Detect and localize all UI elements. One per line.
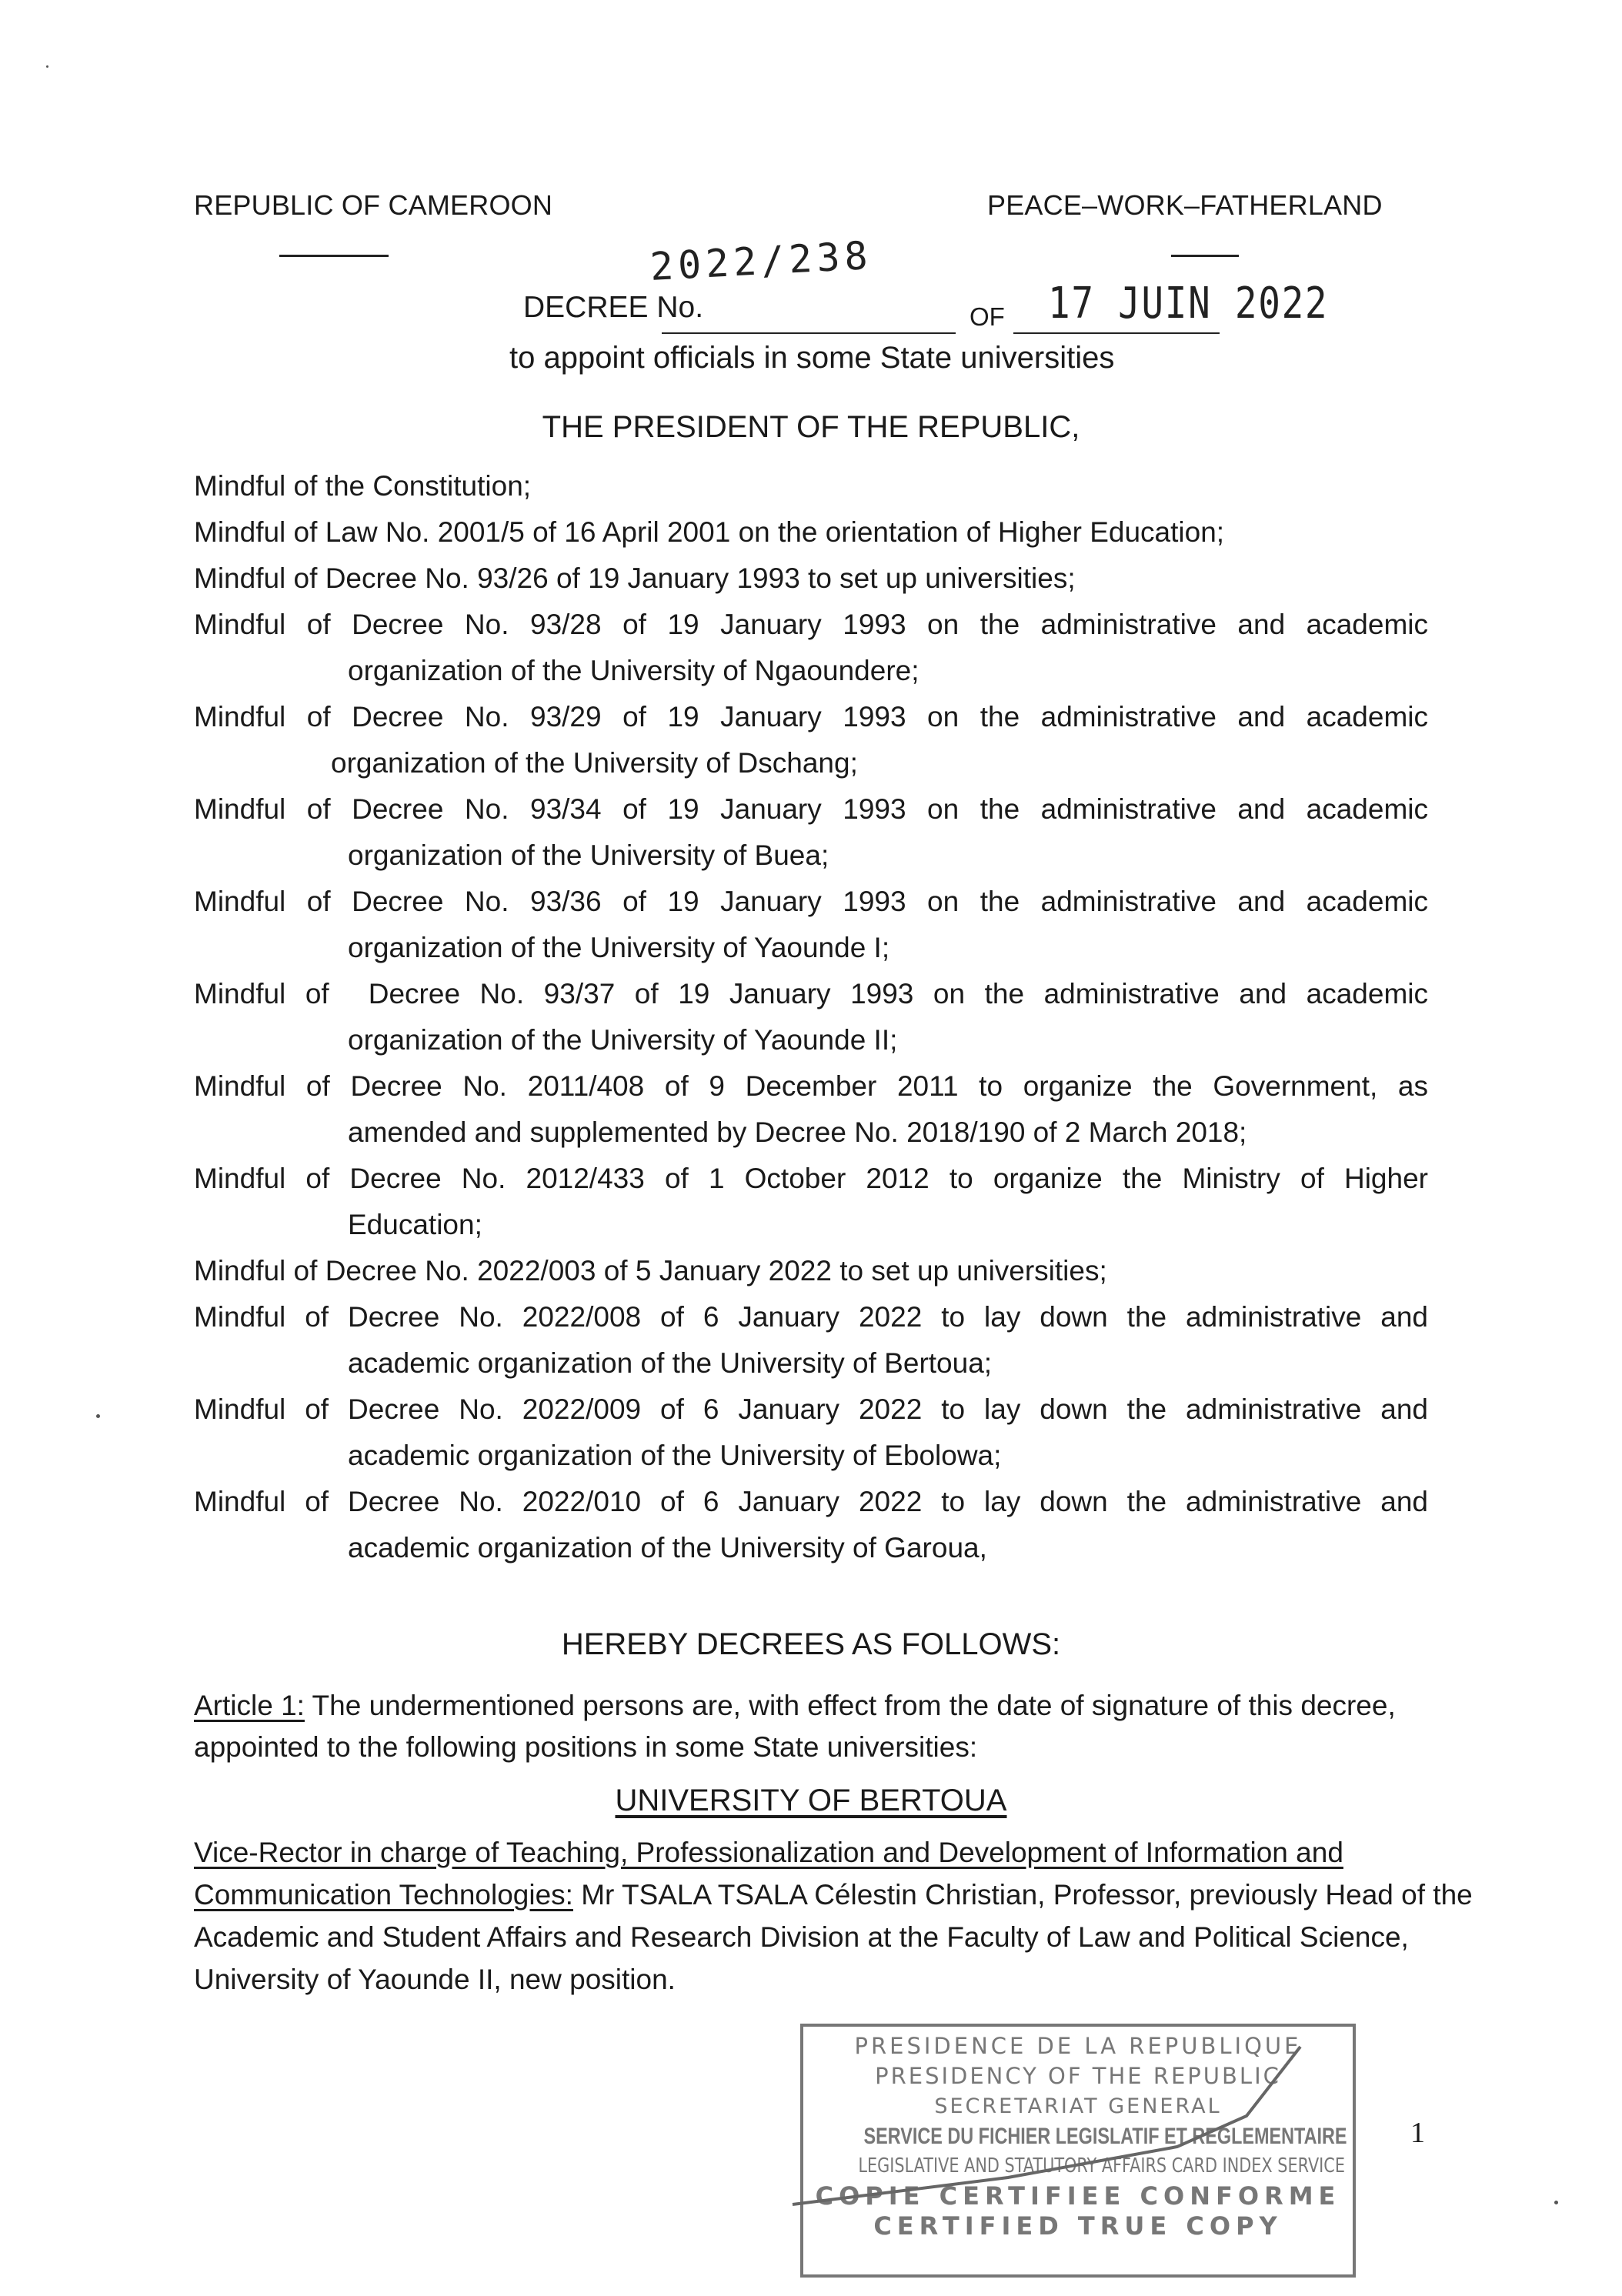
- decree-label: DECREE No.: [523, 291, 704, 324]
- president-heading: THE PRESIDENT OF THE REPUBLIC,: [542, 410, 1080, 444]
- mindful-item: [194, 463, 1428, 509]
- header-left: REPUBLIC OF CAMEROON: [194, 189, 553, 221]
- signature-path: [793, 2047, 1347, 2204]
- mindful-line: Mindful of Decree No. 2022/008 of 6 January 2022 to lay down the administrative and: [194, 1301, 1428, 1333]
- article-1-label: Article 1:: [194, 1690, 305, 1721]
- mindful-item: [194, 1248, 1428, 1294]
- mindful-line: Mindful of Decree No. 2011/408 of 9 December 2011 to organize the Government, as: [194, 1070, 1428, 1102]
- mindful-continuation: Education;: [348, 1209, 482, 1240]
- mindful-line: Mindful of Decree No. 2022/003 of 5 January 2022 to set up universities;: [194, 1255, 1107, 1286]
- mindful-item: [194, 971, 1428, 1063]
- mindful-continuation: organization of the University of Dschang;: [331, 747, 858, 779]
- mindful-continuation: academic organization of the University of Ebolowa;: [348, 1440, 1002, 1471]
- page-number: 1: [1410, 2117, 1425, 2149]
- mindful-item: [194, 509, 1428, 556]
- mindful-list: [194, 463, 1428, 1571]
- mindful-line: Mindful of Decree No. 93/36 of 19 January 1993 on the administrative and academic: [194, 886, 1428, 917]
- mindful-line: Mindful of Decree No. 2022/009 of 6 January 2022 to lay down the administrative and: [194, 1393, 1428, 1425]
- mindful-line: Mindful of Decree No. 93/28 of 19 January 1993 on the administrative and academic: [194, 609, 1428, 640]
- mindful-line: Mindful of Decree No. 93/29 of 19 January 1993 on the administrative and academic: [194, 701, 1428, 733]
- article-1-text: The undermentioned persons are, with effect from the date of signature of this decree, appointed to the following positions in some State universities:: [194, 1690, 1396, 1763]
- article-1: [194, 1685, 1490, 1768]
- scan-speck: [96, 1414, 100, 1418]
- scan-speck: [46, 65, 48, 68]
- mindful-item: [194, 556, 1428, 602]
- mindful-item: [194, 694, 1428, 786]
- mindful-line: Mindful of Decree No. 2012/433 of 1 October 2012 to organize the Ministry of Higher: [194, 1163, 1428, 1194]
- stamp-signature-stroke: [777, 2031, 1347, 2208]
- mindful-continuation: organization of the University of Yaounde I;: [348, 932, 890, 963]
- mindful-item: [194, 602, 1428, 694]
- mindful-line: Mindful of Decree No. 2022/010 of 6 January 2022 to lay down the administrative and: [194, 1486, 1428, 1517]
- appointment-text: Mr TSALA TSALA Célestin Christian, Professor, previously Head of the Academic and Student Affairs and Research Division at the Faculty of Law and Political Science, University of Yaounde II, new position.: [194, 1879, 1473, 1995]
- stamp-line: SECRETARIAT GENERAL: [934, 2094, 1222, 2118]
- decree-date-stamp: 17 JUIN 2022: [1048, 279, 1329, 329]
- decrees-heading: HEREBY DECREES AS FOLLOWS:: [561, 1627, 1061, 1661]
- university-heading: UNIVERSITY OF BERTOUA: [615, 1784, 1007, 1817]
- mindful-line: Mindful of Decree No. 93/37 of 19 January 1993 on the administrative and academic: [194, 978, 1428, 1010]
- stamp-line: LEGISLATIVE AND STATUTORY AFFAIRS CARD INDEX SERVICE: [858, 2154, 1345, 2178]
- mindful-continuation: organization of the University of Yaounde II;: [348, 1024, 898, 1056]
- stamp-line: SERVICE DU FICHIER LEGISLATIF ET REGLEMENTAIRE: [863, 2124, 1347, 2149]
- decree-number-handwritten: 2022/238: [649, 232, 873, 289]
- mindful-item: [194, 786, 1428, 879]
- mindful-item: [194, 1294, 1428, 1387]
- mindful-item: [194, 1479, 1428, 1571]
- mindful-line: Mindful of Decree No. 93/26 of 19 January 1993 to set up universities;: [194, 562, 1076, 594]
- stamp-line: COPIE CERTIFIEE CONFORME: [815, 2181, 1341, 2211]
- stamp-line: CERTIFIED TRUE COPY: [873, 2211, 1283, 2241]
- mindful-continuation: amended and supplemented by Decree No. 2018/190 of 2 March 2018;: [348, 1116, 1247, 1148]
- mindful-continuation: academic organization of the University of Bertoua;: [348, 1347, 993, 1379]
- stamp-line: PRESIDENCE DE LA REPUBLIQUE: [854, 2033, 1302, 2059]
- header-right: PEACE–WORK–FATHERLAND: [987, 189, 1383, 221]
- decree-date-rule: [1013, 332, 1220, 334]
- decree-number-rule: [662, 332, 956, 334]
- mindful-continuation: organization of the University of Ngaoundere;: [348, 655, 919, 686]
- mindful-line: Mindful of Law No. 2001/5 of 16 April 2001 on the orientation of Higher Education;: [194, 516, 1225, 548]
- header-right-rule: [1171, 255, 1239, 257]
- stamp-line: PRESIDENCY OF THE REPUBLIC: [875, 2063, 1281, 2089]
- mindful-item: [194, 1156, 1428, 1248]
- decree-subtitle: to appoint officials in some State universities: [509, 341, 1115, 375]
- mindful-item: [194, 1387, 1428, 1479]
- mindful-line: Mindful of Decree No. 93/34 of 19 January 1993 on the administrative and academic: [194, 793, 1428, 825]
- mindful-continuation: academic organization of the University of Garoua,: [348, 1532, 987, 1563]
- scan-speck: [1554, 2201, 1558, 2204]
- decree-of-label: OF: [970, 302, 1005, 331]
- header-left-rule: [279, 255, 389, 257]
- mindful-line: Mindful of the Constitution;: [194, 470, 532, 502]
- mindful-item: [194, 1063, 1428, 1156]
- appointment-paragraph: [194, 1831, 1490, 2001]
- mindful-continuation: organization of the University of Buea;: [348, 839, 829, 871]
- appointment-position: Vice-Rector in charge of Teaching, Professionalization and Development of Information and Communication Technologies:: [194, 1837, 1343, 1911]
- mindful-item: [194, 879, 1428, 971]
